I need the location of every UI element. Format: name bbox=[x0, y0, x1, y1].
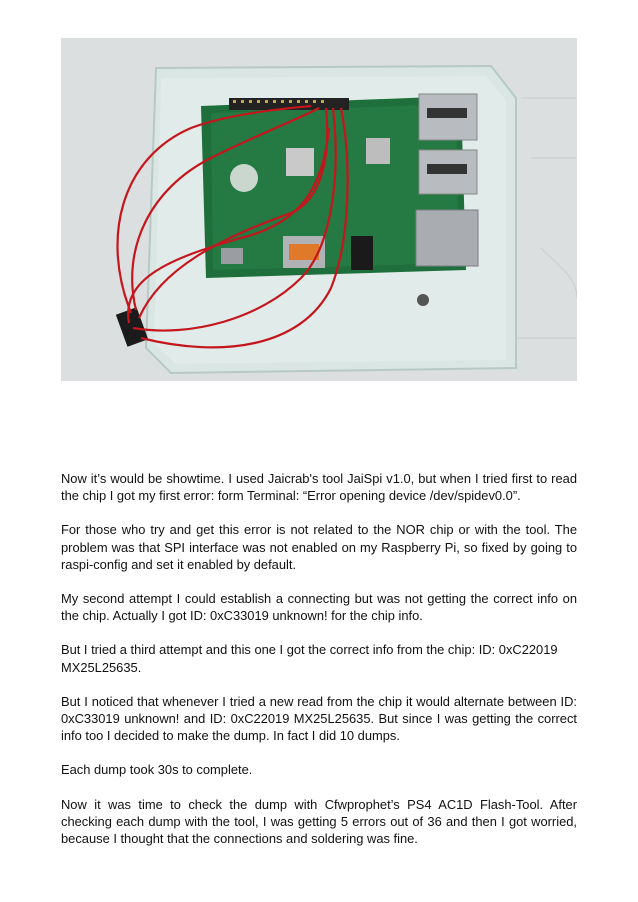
paragraph-alternating-ids: But I noticed that whenever I tried a new read from the chip it would alternate between ID: 0xC33019 unknown! and ID: 0xC22019 MX25L25635. But since I was getting the correct info too I decided to make the dump. In fact I did 10 dumps. bbox=[61, 693, 577, 744]
paragraph-showtime: Now it’s would be showtime. I used Jaicrab's tool JaiSpi v1.0, but when I tried first to read the chip I got my first error: form Terminal: “Error opening device /dev/spidev0.0”. bbox=[61, 471, 577, 504]
article-body bbox=[61, 470, 577, 864]
paragraph-flash-tool-check: Now it was time to check the dump with Cfwprophet’s PS4 AC1D Flash-Tool. After checking each dump with the tool, I was getting 5 errors out of 36 and then I got worried, because I thought that the connections and soldering was fine. bbox=[61, 796, 577, 847]
paragraph-second-attempt: My second attempt I could establish a connecting but was not getting the correct info on the chip. Actually I got ID: 0xC33019 unknown! for the chip info. bbox=[61, 591, 577, 624]
paragraph-dump-time: Each dump took 30s to complete. bbox=[61, 762, 253, 778]
raspberry-pi-photo bbox=[61, 38, 577, 381]
paragraph-spi-interface: For those who try and get this error is not related to the NOR chip or with the tool. The problem was that SPI interface was not enabled on my Raspberry Pi, so fixed by going to raspi-config and set it enabled by default. bbox=[61, 522, 577, 572]
paragraph-third-attempt: But I tried a third attempt and this one I got the correct info from the chip: ID: 0xC22019 MX25L25635. bbox=[61, 642, 558, 675]
